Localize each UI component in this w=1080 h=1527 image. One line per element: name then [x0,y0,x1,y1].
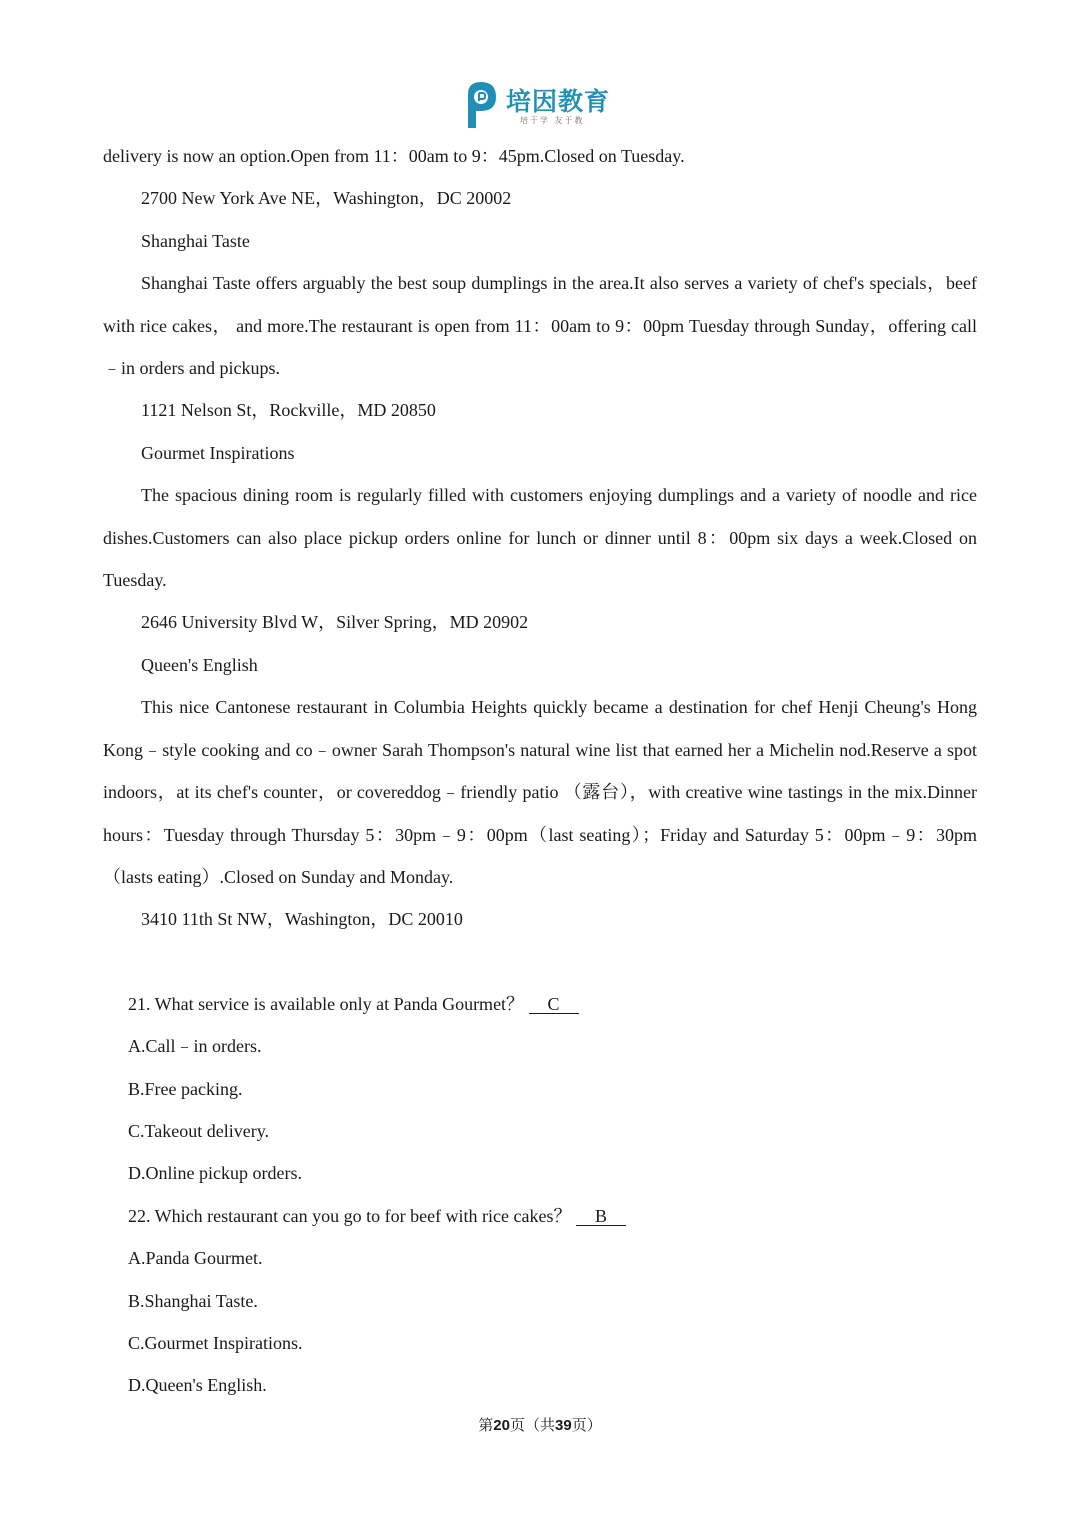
page-footer [0,1414,1080,1435]
brand-name: 培因教育 [506,87,611,116]
question-22-option-d: D.Queen's English. [128,1375,267,1396]
section-spacer [103,941,977,983]
question-21-option-c: C.Takeout delivery. [128,1120,270,1141]
question-21-option-b: B.Free packing. [128,1078,243,1099]
question-21-answer: C [529,995,579,1014]
question-22-stem: 22. Which restaurant can you go to for beef with rice cakes？ [128,1205,572,1226]
question-21-option-a: A.Call﹣in orders. [128,1036,262,1057]
address-shanghai-taste: 1121 Nelson St，Rockville，MD 20850 [141,400,436,421]
address-gourmet-inspirations: 2646 University Blvd W，Silver Spring，MD 20902 [141,612,529,633]
restaurant-name-gourmet-inspirations: Gourmet Inspirations [141,442,295,463]
question-21 [103,983,977,1025]
paragraph-queens-english: This nice Cantonese restaurant in Columbia Heights quickly became a destination for chef Henji Cheung's Hong Kong﹣style cooking and co﹣owner Sarah Thompson's natural wine list that earned her a Michelin nod.Reserve a spot indoors，at its chef's counter，or covereddog﹣friendly patio （露台），with creative wine tastings in the mix.Dinner hours：Tuesday through Thursday 5：30pm﹣9：00pm（last seating）；Friday and Saturday 5：00pm﹣9：30pm（lasts eating）.Closed on Sunday and Monday. [103,697,977,887]
document-body [103,135,977,1407]
question-21-option-d: D.Online pickup orders. [128,1163,302,1184]
restaurant-name-queens-english: Queen's English [141,654,258,675]
brand-slogan: 培于学 友于教 [520,116,585,125]
question-22 [103,1195,977,1237]
question-22-option-c: C.Gourmet Inspirations. [128,1332,303,1353]
question-22-option-b: B.Shanghai Taste. [128,1290,258,1311]
address-panda-gourmet: 2700 New York Ave NE，Washington，DC 20002 [141,188,512,209]
restaurant-name-shanghai-taste: Shanghai Taste [141,230,250,251]
address-queens-english: 3410 11th St NW，Washington，DC 20010 [141,909,463,930]
paragraph-shanghai-taste: Shanghai Taste offers arguably the best soup dumplings in the area.It also serves a variety of chef's specials，beef with rice cakes， and more.The restaurant is open from 11：00am to 9：00pm Tuesday through Sunday，offering call﹣in orders and pickups. [103,273,977,379]
current-page-number: 20 [493,1417,510,1434]
question-21-stem: 21. What service is available only at Panda Gourmet？ [128,993,525,1014]
question-22-answer: B [576,1207,626,1226]
paragraph-gourmet-inspirations: The spacious dining room is regularly filled with customers enjoying dumplings and a variety of noodle and rice dishes.Customers can also place pickup orders online for lunch or dinner until 8：00pm six days a week.Closed on Tuesday. [103,485,977,591]
question-22-option-a: A.Panda Gourmet. [128,1248,263,1269]
total-pages-number: 39 [555,1417,572,1434]
paragraph-panda-gourmet-end: delivery is now an option.Open from 11：00am to 9：45pm.Closed on Tuesday. [103,146,685,166]
brand-p-icon [462,80,500,130]
footer-middle: 页（共 [509,1418,555,1434]
footer-suffix: 页） [571,1418,602,1434]
footer-prefix: 第 [478,1418,494,1434]
brand-logo [462,80,622,132]
